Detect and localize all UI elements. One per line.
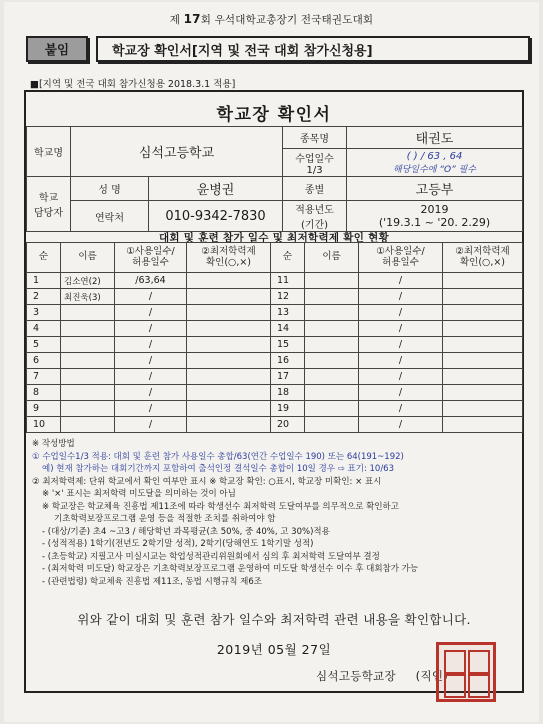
header-days-line1: ①사용일수/ bbox=[376, 245, 425, 257]
participation-row bbox=[27, 385, 523, 401]
athlete-name bbox=[61, 417, 115, 433]
header-min-line1: ②최저학력제 bbox=[455, 245, 510, 257]
manager-label-line1: 학교 bbox=[38, 193, 59, 204]
school-info-grid bbox=[26, 126, 523, 232]
min-academic-check bbox=[443, 321, 523, 337]
header-days bbox=[115, 243, 187, 273]
used-days: / bbox=[115, 321, 187, 337]
participation-row bbox=[27, 417, 523, 433]
school-days-label bbox=[283, 149, 347, 177]
min-academic-check bbox=[443, 385, 523, 401]
header-days bbox=[359, 243, 443, 273]
header-days-line2: 허용일수 bbox=[132, 256, 169, 268]
instruction-line: - (초등학교) 지필고사 미실시교는 학업성적관리위원회에서 심의 후 최저학력 도달여부 결정 bbox=[42, 551, 380, 562]
form-version-note: ■[지역 및 전국 대회 참가신청용 2018.3.1 적용] bbox=[30, 79, 236, 90]
min-academic-check bbox=[443, 353, 523, 369]
used-days: / bbox=[359, 321, 443, 337]
form-title: 학교장 확인서 bbox=[216, 105, 332, 125]
participation-section-title: 대회 및 훈련 참가 일수 및 최저학력제 확인 현황 bbox=[158, 232, 390, 244]
competition-name: 회 우석대학교총장기 전국태권도대회 bbox=[200, 14, 374, 26]
row-number: 16 bbox=[271, 353, 305, 369]
school-days-ratio: ( ) / 63 , 64 bbox=[406, 150, 463, 162]
used-days: / bbox=[359, 385, 443, 401]
edition-number: 17 bbox=[183, 12, 201, 26]
min-academic-check bbox=[443, 401, 523, 417]
min-academic-check bbox=[187, 401, 271, 417]
used-days: /63,64 bbox=[115, 273, 187, 289]
row-number: 19 bbox=[271, 401, 305, 417]
athlete-name bbox=[61, 369, 115, 385]
document-heading: 학교장 확인서[지역 및 전국 대회 참가신청용] bbox=[96, 36, 530, 62]
header-min-line2: 확인(○,×) bbox=[205, 256, 252, 268]
used-days: / bbox=[115, 337, 187, 353]
manager-label-line2: 담당자 bbox=[34, 208, 63, 219]
contact-value: 010-9342-7830 bbox=[149, 201, 283, 232]
instruction-line: 기초학력보장프로그램 운영 등을 적절한 조치를 취하여야 함 bbox=[54, 514, 276, 524]
used-days: / bbox=[359, 289, 443, 305]
used-days: / bbox=[115, 289, 187, 305]
year-label-line2: (기간) bbox=[300, 220, 329, 231]
used-days: / bbox=[359, 353, 443, 369]
year-label bbox=[283, 201, 347, 232]
min-academic-check bbox=[187, 417, 271, 433]
instruction-line: - (대상/기준) 초4 ~고3 / 해당학년 과목평균(초 50%, 중 40%, 고 30%)적용 bbox=[42, 526, 330, 537]
athlete-name bbox=[305, 417, 359, 433]
row-number: 4 bbox=[27, 321, 61, 337]
official-seal-stamp bbox=[436, 642, 496, 702]
participation-row bbox=[27, 289, 523, 305]
year-label-line1: 적용년도 bbox=[295, 205, 334, 216]
participation-row bbox=[27, 321, 523, 337]
school-name-value: 심석고등학교 bbox=[71, 127, 283, 177]
athlete-name bbox=[61, 385, 115, 401]
used-days: / bbox=[359, 369, 443, 385]
row-number: 13 bbox=[271, 305, 305, 321]
header-days-line2: 허용일수 bbox=[382, 256, 419, 268]
participation-row bbox=[27, 273, 523, 289]
school-days-label-line2: 1/3 bbox=[306, 164, 323, 176]
athlete-name bbox=[305, 385, 359, 401]
header-days-line1: ①사용일수/ bbox=[126, 245, 175, 257]
header-name: 이름 bbox=[61, 243, 115, 273]
row-number: 12 bbox=[271, 289, 305, 305]
manager-name-label: 성 명 bbox=[71, 177, 149, 201]
seal-mark-text: (직인) bbox=[415, 669, 449, 683]
min-academic-check bbox=[443, 289, 523, 305]
document-page bbox=[4, 2, 539, 722]
used-days: / bbox=[115, 401, 187, 417]
header-min-academic bbox=[443, 243, 523, 273]
used-days: / bbox=[115, 369, 187, 385]
header-min-line2: 확인(○,×) bbox=[459, 256, 506, 268]
row-number: 14 bbox=[271, 321, 305, 337]
instruction-line: ① 수업일수1/3 적용: 대회 및 훈련 참가 사용일수 총합/63(연간 수업일수 190) 또는 64(191~192) bbox=[32, 451, 404, 462]
year-value bbox=[347, 201, 523, 232]
min-academic-check bbox=[187, 305, 271, 321]
participation-row bbox=[27, 353, 523, 369]
athlete-name: 김소연(2) bbox=[61, 273, 115, 289]
participation-row bbox=[27, 401, 523, 417]
athlete-name bbox=[305, 321, 359, 337]
athlete-name bbox=[305, 369, 359, 385]
row-number: 8 bbox=[27, 385, 61, 401]
school-name-label: 학교명 bbox=[27, 127, 71, 177]
participation-header-row bbox=[27, 243, 523, 273]
confirmation-statement: 위와 같이 대회 및 훈련 참가 일수와 최저학력 관련 내용을 확인합니다. bbox=[77, 612, 471, 627]
row-number: 10 bbox=[27, 417, 61, 433]
min-academic-check bbox=[187, 273, 271, 289]
event-value: 태권도 bbox=[347, 127, 523, 149]
header-no: 순 bbox=[271, 243, 305, 273]
athlete-name: 최진욱(3) bbox=[61, 289, 115, 305]
instruction-line: 예) 현재 참가하는 대회기간까지 포함하여 출석인정 결석일수 총합이 10일 경우 ⇨ 표기: 10/63 bbox=[42, 464, 395, 474]
min-academic-check bbox=[443, 273, 523, 289]
row-number: 3 bbox=[27, 305, 61, 321]
participation-row bbox=[27, 305, 523, 321]
signer-title: 심석고등학교장 bbox=[316, 669, 396, 683]
min-academic-check bbox=[187, 353, 271, 369]
min-academic-check bbox=[443, 305, 523, 321]
header-min-academic bbox=[187, 243, 271, 273]
row-number: 17 bbox=[271, 369, 305, 385]
signer-line bbox=[316, 668, 448, 684]
row-number: 7 bbox=[27, 369, 61, 385]
instruction-line: ※ '×' 표시는 최저학력 미도달을 의미하는 것이 아님 bbox=[42, 489, 236, 499]
min-academic-check bbox=[443, 417, 523, 433]
participation-row bbox=[27, 337, 523, 353]
header-name: 이름 bbox=[305, 243, 359, 273]
header-no: 순 bbox=[27, 243, 61, 273]
min-academic-check bbox=[187, 321, 271, 337]
min-academic-check bbox=[187, 369, 271, 385]
school-days-note: 해당일수에 “O” 필수 bbox=[393, 164, 477, 175]
document-date: 2019년 05월 27일 bbox=[216, 642, 332, 657]
used-days: / bbox=[115, 353, 187, 369]
category-value: 고등부 bbox=[347, 177, 523, 201]
year-number: 2019 bbox=[420, 203, 449, 216]
athlete-name bbox=[305, 353, 359, 369]
row-number: 1 bbox=[27, 273, 61, 289]
instructions-heading: ※ 작성방법 bbox=[32, 439, 75, 449]
athlete-name bbox=[305, 401, 359, 417]
used-days: / bbox=[115, 417, 187, 433]
school-days-label-line1: 수업일수 bbox=[295, 153, 334, 165]
edition-prefix: 제 bbox=[169, 14, 184, 26]
row-number: 18 bbox=[271, 385, 305, 401]
writing-instructions bbox=[32, 438, 518, 588]
row-number: 20 bbox=[271, 417, 305, 433]
manager-name-value: 윤병권 bbox=[149, 177, 283, 201]
min-academic-check bbox=[187, 289, 271, 305]
used-days: / bbox=[359, 417, 443, 433]
used-days: / bbox=[359, 273, 443, 289]
participation-table bbox=[26, 242, 523, 433]
athlete-name bbox=[61, 401, 115, 417]
instruction-line: ② 최저학력제: 단위 학교에서 확인 여부만 표시 ※ 학교장 확인: ○표시, 학교장 미확인: × 표시 bbox=[32, 476, 382, 487]
row-number: 5 bbox=[27, 337, 61, 353]
used-days: / bbox=[115, 385, 187, 401]
athlete-name bbox=[305, 289, 359, 305]
attachment-label: 붙임 bbox=[26, 36, 88, 62]
category-label: 종별 bbox=[283, 177, 347, 201]
event-label: 종목명 bbox=[283, 127, 347, 149]
instruction-line: - (관련법령) 학교체육 진흥법 제11조, 동법 시행규칙 제6조 bbox=[42, 576, 262, 587]
row-number: 2 bbox=[27, 289, 61, 305]
used-days: / bbox=[359, 401, 443, 417]
participation-row bbox=[27, 369, 523, 385]
header-min-line1: ②최저학력제 bbox=[201, 245, 256, 257]
used-days: / bbox=[115, 305, 187, 321]
contact-label: 연락처 bbox=[71, 201, 149, 232]
athlete-name bbox=[305, 337, 359, 353]
row-number: 11 bbox=[271, 273, 305, 289]
year-period: ('19.3.1 ~ '20. 2.29) bbox=[378, 216, 491, 229]
row-number: 6 bbox=[27, 353, 61, 369]
athlete-name bbox=[61, 305, 115, 321]
min-academic-check bbox=[443, 369, 523, 385]
used-days: / bbox=[359, 305, 443, 321]
row-number: 15 bbox=[271, 337, 305, 353]
athlete-name bbox=[61, 337, 115, 353]
school-days-value bbox=[347, 149, 523, 177]
manager-label bbox=[27, 177, 71, 232]
row-number: 9 bbox=[27, 401, 61, 417]
athlete-name bbox=[61, 353, 115, 369]
used-days: / bbox=[359, 337, 443, 353]
athlete-name bbox=[61, 321, 115, 337]
min-academic-check bbox=[443, 337, 523, 353]
competition-title bbox=[4, 12, 539, 27]
min-academic-check bbox=[187, 337, 271, 353]
min-academic-check bbox=[187, 385, 271, 401]
athlete-name bbox=[305, 305, 359, 321]
instruction-line: - (성적적용) 1학기(전년도 2학기말 성적), 2학기(당해연도 1학기말 성적) bbox=[42, 539, 314, 549]
instruction-line: ※ 학교장은 학교체육 진흥법 제11조에 따라 학생선수 최저학력 도달여부를 의무적으로 확인하고 bbox=[42, 501, 399, 512]
instruction-line: - (최저학력 미도달) 학교장은 기초학력보장프로그램 운영하여 미도달 학생선수 이수 후 대회참가 가능 bbox=[42, 564, 419, 574]
athlete-name bbox=[305, 273, 359, 289]
